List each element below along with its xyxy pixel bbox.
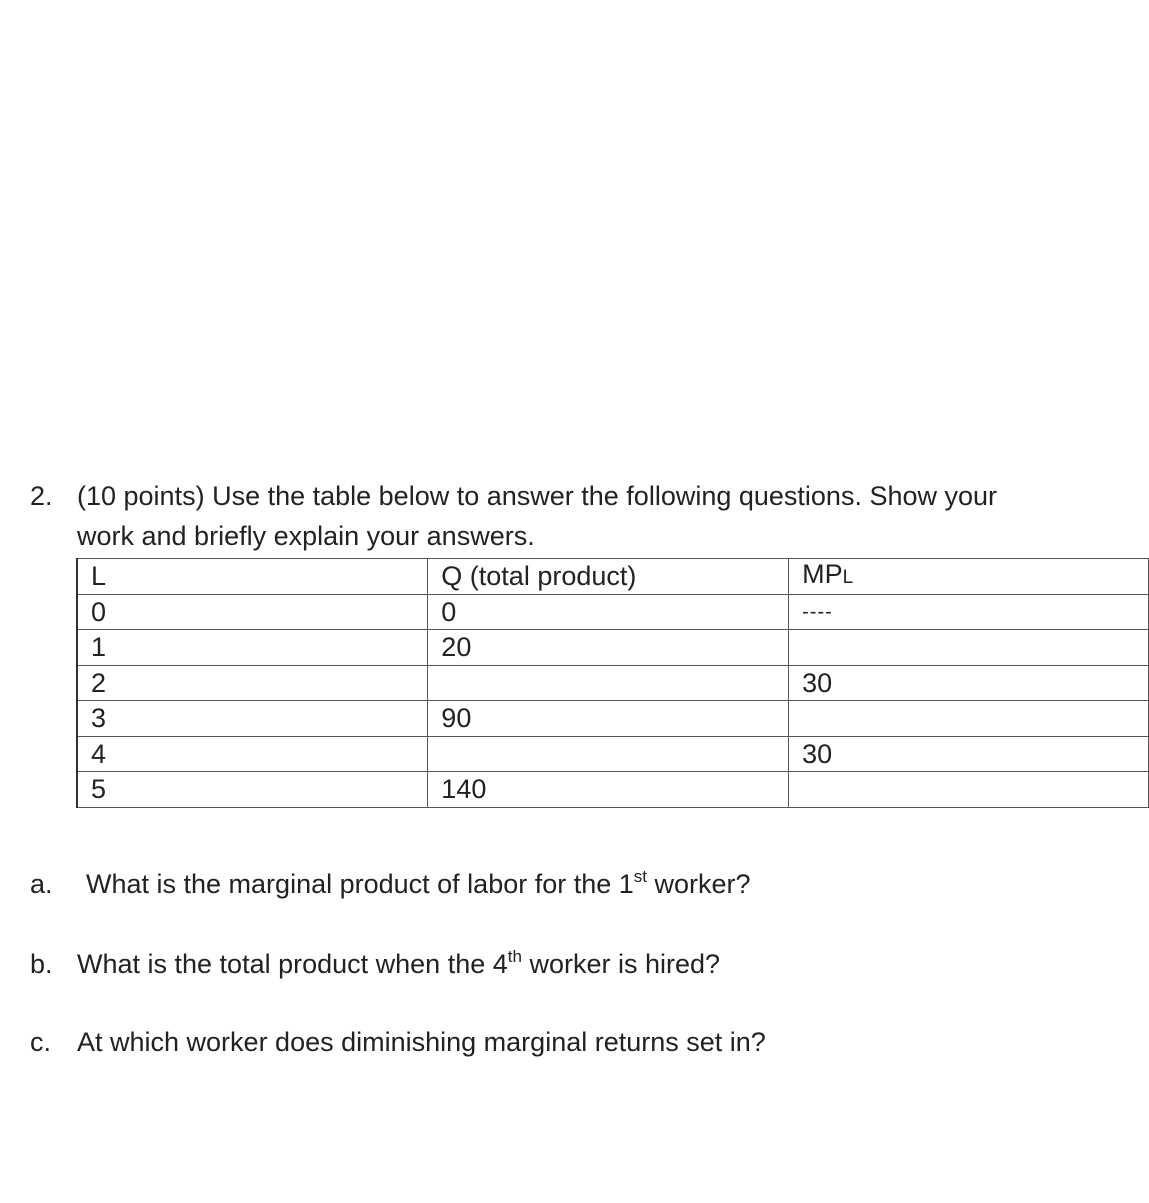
cell-labor: 1 bbox=[77, 630, 428, 666]
part-a-text: What is the marginal product of labor for the 1 bbox=[86, 869, 634, 899]
table-header-row bbox=[77, 559, 1149, 595]
part-b-letter: b. bbox=[30, 949, 53, 979]
cell-marginal-product: 30 bbox=[789, 665, 1149, 701]
table-row bbox=[77, 630, 1149, 666]
cell-total-product: 0 bbox=[428, 594, 789, 630]
cell-total-product: 20 bbox=[428, 630, 789, 666]
question-number: 2. bbox=[30, 481, 53, 511]
cell-total-product bbox=[428, 665, 789, 701]
cell-marginal-product bbox=[789, 701, 1149, 737]
cell-marginal-product bbox=[789, 772, 1149, 808]
part-c-question: At which worker does diminishing marginal returns set in? bbox=[77, 1027, 766, 1057]
cell-total-product: 90 bbox=[428, 701, 789, 737]
header-total-product: Q (total product) bbox=[428, 559, 789, 595]
table-row bbox=[77, 772, 1149, 808]
part-a-letter: a. bbox=[30, 869, 53, 899]
header-labor: L bbox=[77, 559, 428, 595]
cell-labor: 3 bbox=[77, 701, 428, 737]
part-a-question bbox=[86, 868, 751, 904]
header-mp-main: MP bbox=[802, 559, 843, 590]
cell-labor: 2 bbox=[77, 665, 428, 701]
part-a-superscript: st bbox=[633, 867, 648, 886]
part-c-letter: c. bbox=[30, 1027, 52, 1057]
cell-total-product bbox=[428, 736, 789, 772]
production-table bbox=[76, 558, 1149, 808]
table-row bbox=[77, 701, 1149, 737]
cell-labor: 0 bbox=[77, 594, 428, 630]
header-marginal-product bbox=[789, 559, 1149, 595]
part-b-text-end: worker is hired? bbox=[521, 949, 721, 979]
cell-marginal-product: 30 bbox=[789, 736, 1149, 772]
header-mp-subscript: L bbox=[842, 567, 854, 589]
cell-labor: 4 bbox=[77, 736, 428, 772]
table-row bbox=[77, 665, 1149, 701]
part-a-text-end: worker? bbox=[647, 869, 751, 899]
part-b-text: What is the total product when the 4 bbox=[77, 949, 508, 979]
table-row bbox=[77, 736, 1149, 772]
cell-marginal-product bbox=[789, 630, 1149, 666]
cell-labor: 5 bbox=[77, 772, 428, 808]
cell-total-product: 140 bbox=[428, 772, 789, 808]
table-row bbox=[77, 594, 1149, 630]
question-prompt-line-2: work and briefly explain your answers. bbox=[77, 521, 535, 551]
cell-marginal-product: ---- bbox=[789, 594, 1149, 630]
part-b-superscript: th bbox=[507, 947, 522, 966]
question-prompt-line-1: (10 points) Use the table below to answer the following questions. Show your bbox=[77, 481, 998, 511]
part-b-question bbox=[77, 948, 720, 984]
